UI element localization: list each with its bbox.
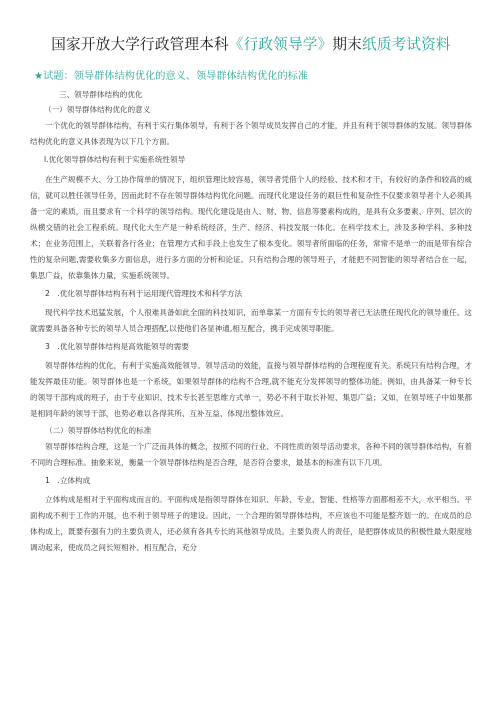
item-3-heading: 3 .优化领导群体结构是高效能领导的需要 [45, 342, 189, 351]
question-line: ★试题：领导群体结构优化的意义、领导群体结构优化的标准 [34, 71, 309, 82]
title-suffix: 纸质考试资料 [361, 36, 451, 53]
paragraph-1: 一个优化的领导群体结构，有利于实行集体领导，有利于各个领导成员发挥自己的才能，并且有利于领导群体的发展。领导群体结构优化的意义具体表现为以下几个方面。 [30, 121, 472, 146]
item-1-heading: l.优化领导群体结构有利于实施系统性领导 [44, 155, 186, 164]
title-course: 《行政领导学》 [228, 36, 333, 53]
section-three-heading: 三、领导群体结构的优化 [59, 90, 143, 99]
title-middle: 期末 [332, 36, 362, 53]
paragraph-3: 现代科学技术迅猛发展，个人很难具备如此全面的科技知识，而单靠某一方面有专长的领导者已无法胜任现代化的领导重任。这就需要具备各种专长的领导人员合理搭配,以使他们各显神通,相互配合，携手完成领导职能。 [30, 308, 472, 333]
paragraph-2: 在生产规模不大、分工协作简单的情况下，组织管理比较容易，领导者凭借个人的经验、技术和才干，有较好的条件和较高的威信，就可以胜任领导任务，因而此时不存在领导群体结构优化问题。而现代化建设任务的艰巨性和复杂性不仅要求领导者个人必须具备一定的素质，而且要求有一个科学的领导结构。现代化建设是由人、财、物、信息等要素构成的，是具有众多要素、序列、层次的纵横交错的社会工程系统。现代化大生产是一种系统经济，生产、经济、科技发展一体化。在科学技术上，涉及多种学科、多种技术；在业务范围上，关联着各行各业；在管理方式和手段上也发生了根本变化。领导者所面临的任务，常常不是单一的而是带有综合性的复杂问题,需要收集多方面信息，进行多方面的分析和论证。只有结构合理的领导班子，才能把不同智能的领导者结合在一起，集思广益，依靠集体力量，实施系统领导。 [30, 175, 472, 280]
paragraph-6: 立体构成是相对于平面构成而言的。平面构成是指领导群体在知识、年龄、专业、智能、性格等方面都相差不大，水平相当。平面构成不利于工作的开展，也不利于领导班子的建设。因此，一个合理的领导群体结构，不应该也不可能是整齐划一的。在成员的总体构成上，既要有强有力的主要负责人，还必须有各具专长的其他领导成员。主要负责人的责任，是把群体成员的积极性最大限度地调动起来，使成员之间长短相补、相互配合，充分 [30, 495, 472, 552]
subsection-two-heading: （二）领导群体结构优化的标准 [45, 426, 152, 435]
paragraph-5: 领导群体结构合理，这是一个广泛而具体的概念，按照不同的行业、不同性质的领导活动要求，各种不同的领导群体结构，有着不同的合理标准。抽象来说，衡量一个领导群体结构是否合理，是否符合要求，最基本的标准有以下几项。 [30, 442, 472, 467]
title-prefix: 国家开放大学行政管理本科 [51, 36, 229, 53]
document-title [30, 36, 472, 54]
subsection-one-heading: （一）领导群体结构优化的意义 [44, 105, 151, 114]
item-2-heading: 2 .优化领导群体结构有利于运用现代管理技术和科学方法 [45, 289, 243, 298]
standard-1-heading: 1 .立体构成 [45, 476, 91, 485]
paragraph-4: 领导群体结构的优化，有利于实施高效能领导。领导活动的效能，直接与领导群体结构的合理程度有关。系统只有结构合理，才能发挥最佳功能。领导群体也是一个系统，如果领导群体的结构不合理,就不能充分发挥领导的整体功能。例如，由具备某一种专长的领导干部构成的班子，由于专业知识、技术专长甚至思维方式单一，势必不利于取长补短、集思广益；又如，在领导班子中如果都是相同年龄的领导干部，也势必难以各得其所、互补互益、体现出整体效应。 [30, 361, 472, 418]
